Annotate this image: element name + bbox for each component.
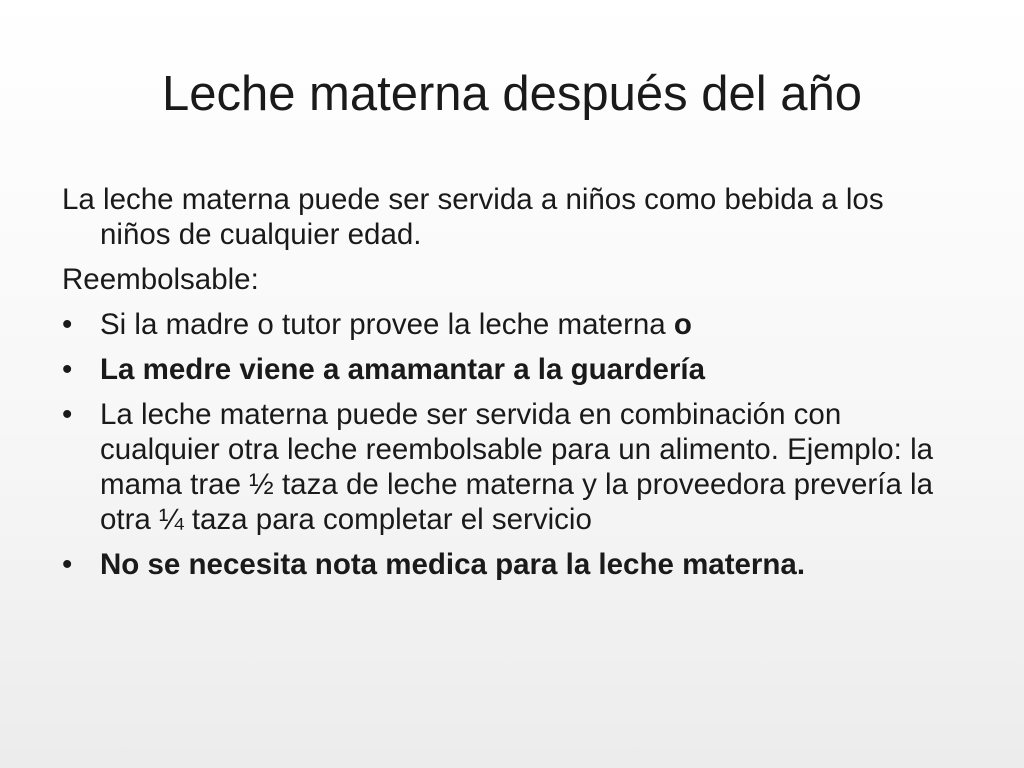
bullet-text: Si la madre o tutor provee la leche materna — [100, 308, 674, 341]
bullet-icon: • — [62, 398, 73, 431]
bullet-text: La leche materna puede ser servida en combinación con cualquier otra leche reembolsable para un alimento. Ejemplo: la mama trae ½ taza de leche materna y la proveedora prevería la otra ¼ taza para completar el servicio — [100, 398, 934, 536]
bullet-item — [62, 307, 962, 342]
bullet-text: La medre viene a amamantar a la guardería — [100, 353, 706, 386]
intro-paragraph: La leche materna puede ser servida a niños como bebida a los niños de cualquier edad. — [62, 183, 884, 251]
bullet-text-bold-suffix: o — [673, 308, 692, 341]
bullet-icon: • — [62, 308, 73, 341]
bullet-text: No se necesita nota medica para la leche materna. — [100, 548, 806, 581]
slide-title: Leche materna después del año — [161, 67, 863, 121]
bullet-icon: • — [62, 353, 73, 386]
bullet-item — [62, 352, 962, 387]
bullet-item — [62, 397, 962, 537]
bullet-item — [62, 547, 962, 582]
reimbursable-heading: Reembolsable: — [62, 263, 259, 296]
bullet-icon: • — [62, 548, 73, 581]
slide-body — [62, 182, 962, 592]
